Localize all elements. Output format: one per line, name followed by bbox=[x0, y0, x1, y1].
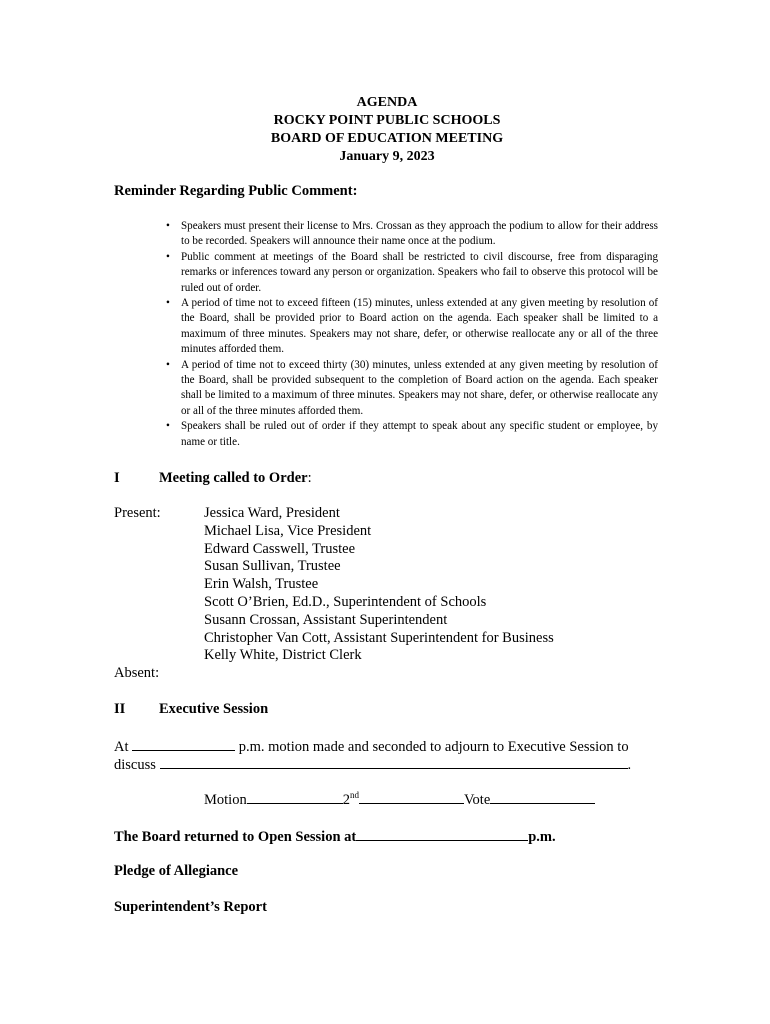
rule-item: • A period of time not to exceed fifteen (15) minutes, unless extended at any given meeting by resolution of the Board, shall be provided prior to Board action on the agenda. Each speaker shall be limited to a maximum of three minutes. Speakers may not share, defer, or otherwise reallocate any or all of the three minutes afforded them. bbox=[166, 297, 658, 356]
pledge-heading: Pledge of Allegiance bbox=[114, 863, 239, 879]
present-label: Present: bbox=[114, 505, 161, 521]
open-session-time-blank[interactable] bbox=[356, 827, 528, 841]
time-blank[interactable] bbox=[132, 737, 235, 751]
superintendent-report-heading: Superintendent’s Report bbox=[114, 899, 267, 915]
roster-item: Susan Sullivan, Trustee bbox=[204, 558, 341, 575]
bullet-icon: • bbox=[166, 220, 170, 232]
absent-label: Absent: bbox=[114, 665, 160, 681]
agenda-header bbox=[0, 94, 770, 166]
bullet-icon: • bbox=[166, 358, 170, 371]
header-meeting: BOARD OF EDUCATION MEETING bbox=[270, 131, 504, 146]
motion-line: Motion 2nd Vote bbox=[204, 790, 595, 809]
roster-item: Michael Lisa, Vice President bbox=[204, 522, 372, 539]
bullet-icon: • bbox=[166, 297, 170, 310]
present-roster bbox=[204, 505, 554, 665]
rule-item: • Speakers must present their license to Mrs. Crossan as they approach the podium to allow for their address to be recorded. Speakers will announce their name once at the podium. bbox=[166, 220, 658, 248]
roster-item: Christopher Van Cott, Assistant Superintendent for Business bbox=[204, 629, 554, 646]
section-number-1: I bbox=[114, 470, 120, 486]
bullet-icon: • bbox=[166, 250, 170, 263]
rule-item: • Speakers shall be ruled out of order if they attempt to speak about any specific student or employee, by name or title. bbox=[166, 420, 658, 448]
motion-blank[interactable] bbox=[247, 790, 343, 804]
second-blank[interactable] bbox=[359, 790, 464, 804]
section-title-1: Meeting called to Order: bbox=[159, 470, 312, 486]
open-session-line: The Board returned to Open Session at p.m. bbox=[114, 829, 556, 845]
public-comment-rules bbox=[166, 219, 658, 450]
vote-blank[interactable] bbox=[490, 790, 595, 804]
roster-item: Kelly White, District Clerk bbox=[204, 647, 362, 664]
discuss-blank[interactable] bbox=[160, 755, 628, 769]
header-district: ROCKY POINT PUBLIC SCHOOLS bbox=[273, 113, 501, 128]
bullet-icon: • bbox=[166, 420, 170, 433]
roster-item: Edward Casswell, Trustee bbox=[204, 540, 356, 557]
section-number-2: II bbox=[114, 701, 126, 717]
roster-item: Susann Crossan, Assistant Superintendent bbox=[204, 611, 448, 628]
exec-session-line-1: At p.m. motion made and seconded to adjourn to Executive Session to bbox=[114, 739, 629, 755]
reminder-title: Reminder Regarding Public Comment: bbox=[114, 183, 358, 199]
rule-item: • A period of time not to exceed thirty (30) minutes, unless extended at any given meeting by resolution of the Board, shall be provided subsequent to the completion of Board action on the agenda. Each speaker shall be limited to a maximum of three minutes. Speakers may not share, defer, or otherwise reallocate any or all of the three minutes afforded them. bbox=[166, 358, 658, 417]
roster-item: Jessica Ward, President bbox=[204, 505, 340, 521]
exec-session-line-2: discuss . bbox=[114, 757, 632, 773]
rule-item: • Public comment at meetings of the Board shall be restricted to civil discourse, free from disparaging remarks or inferences toward any person or organization. Speakers who fail to observe this protocol will be ruled out of order. bbox=[166, 250, 658, 294]
header-agenda: AGENDA bbox=[356, 95, 418, 110]
roster-item: Scott O’Brien, Ed.D., Superintendent of Schools bbox=[204, 593, 487, 610]
section-title-2: Executive Session bbox=[159, 701, 269, 717]
roster-item: Erin Walsh, Trustee bbox=[204, 576, 319, 593]
header-date: January 9, 2023 bbox=[339, 149, 435, 164]
